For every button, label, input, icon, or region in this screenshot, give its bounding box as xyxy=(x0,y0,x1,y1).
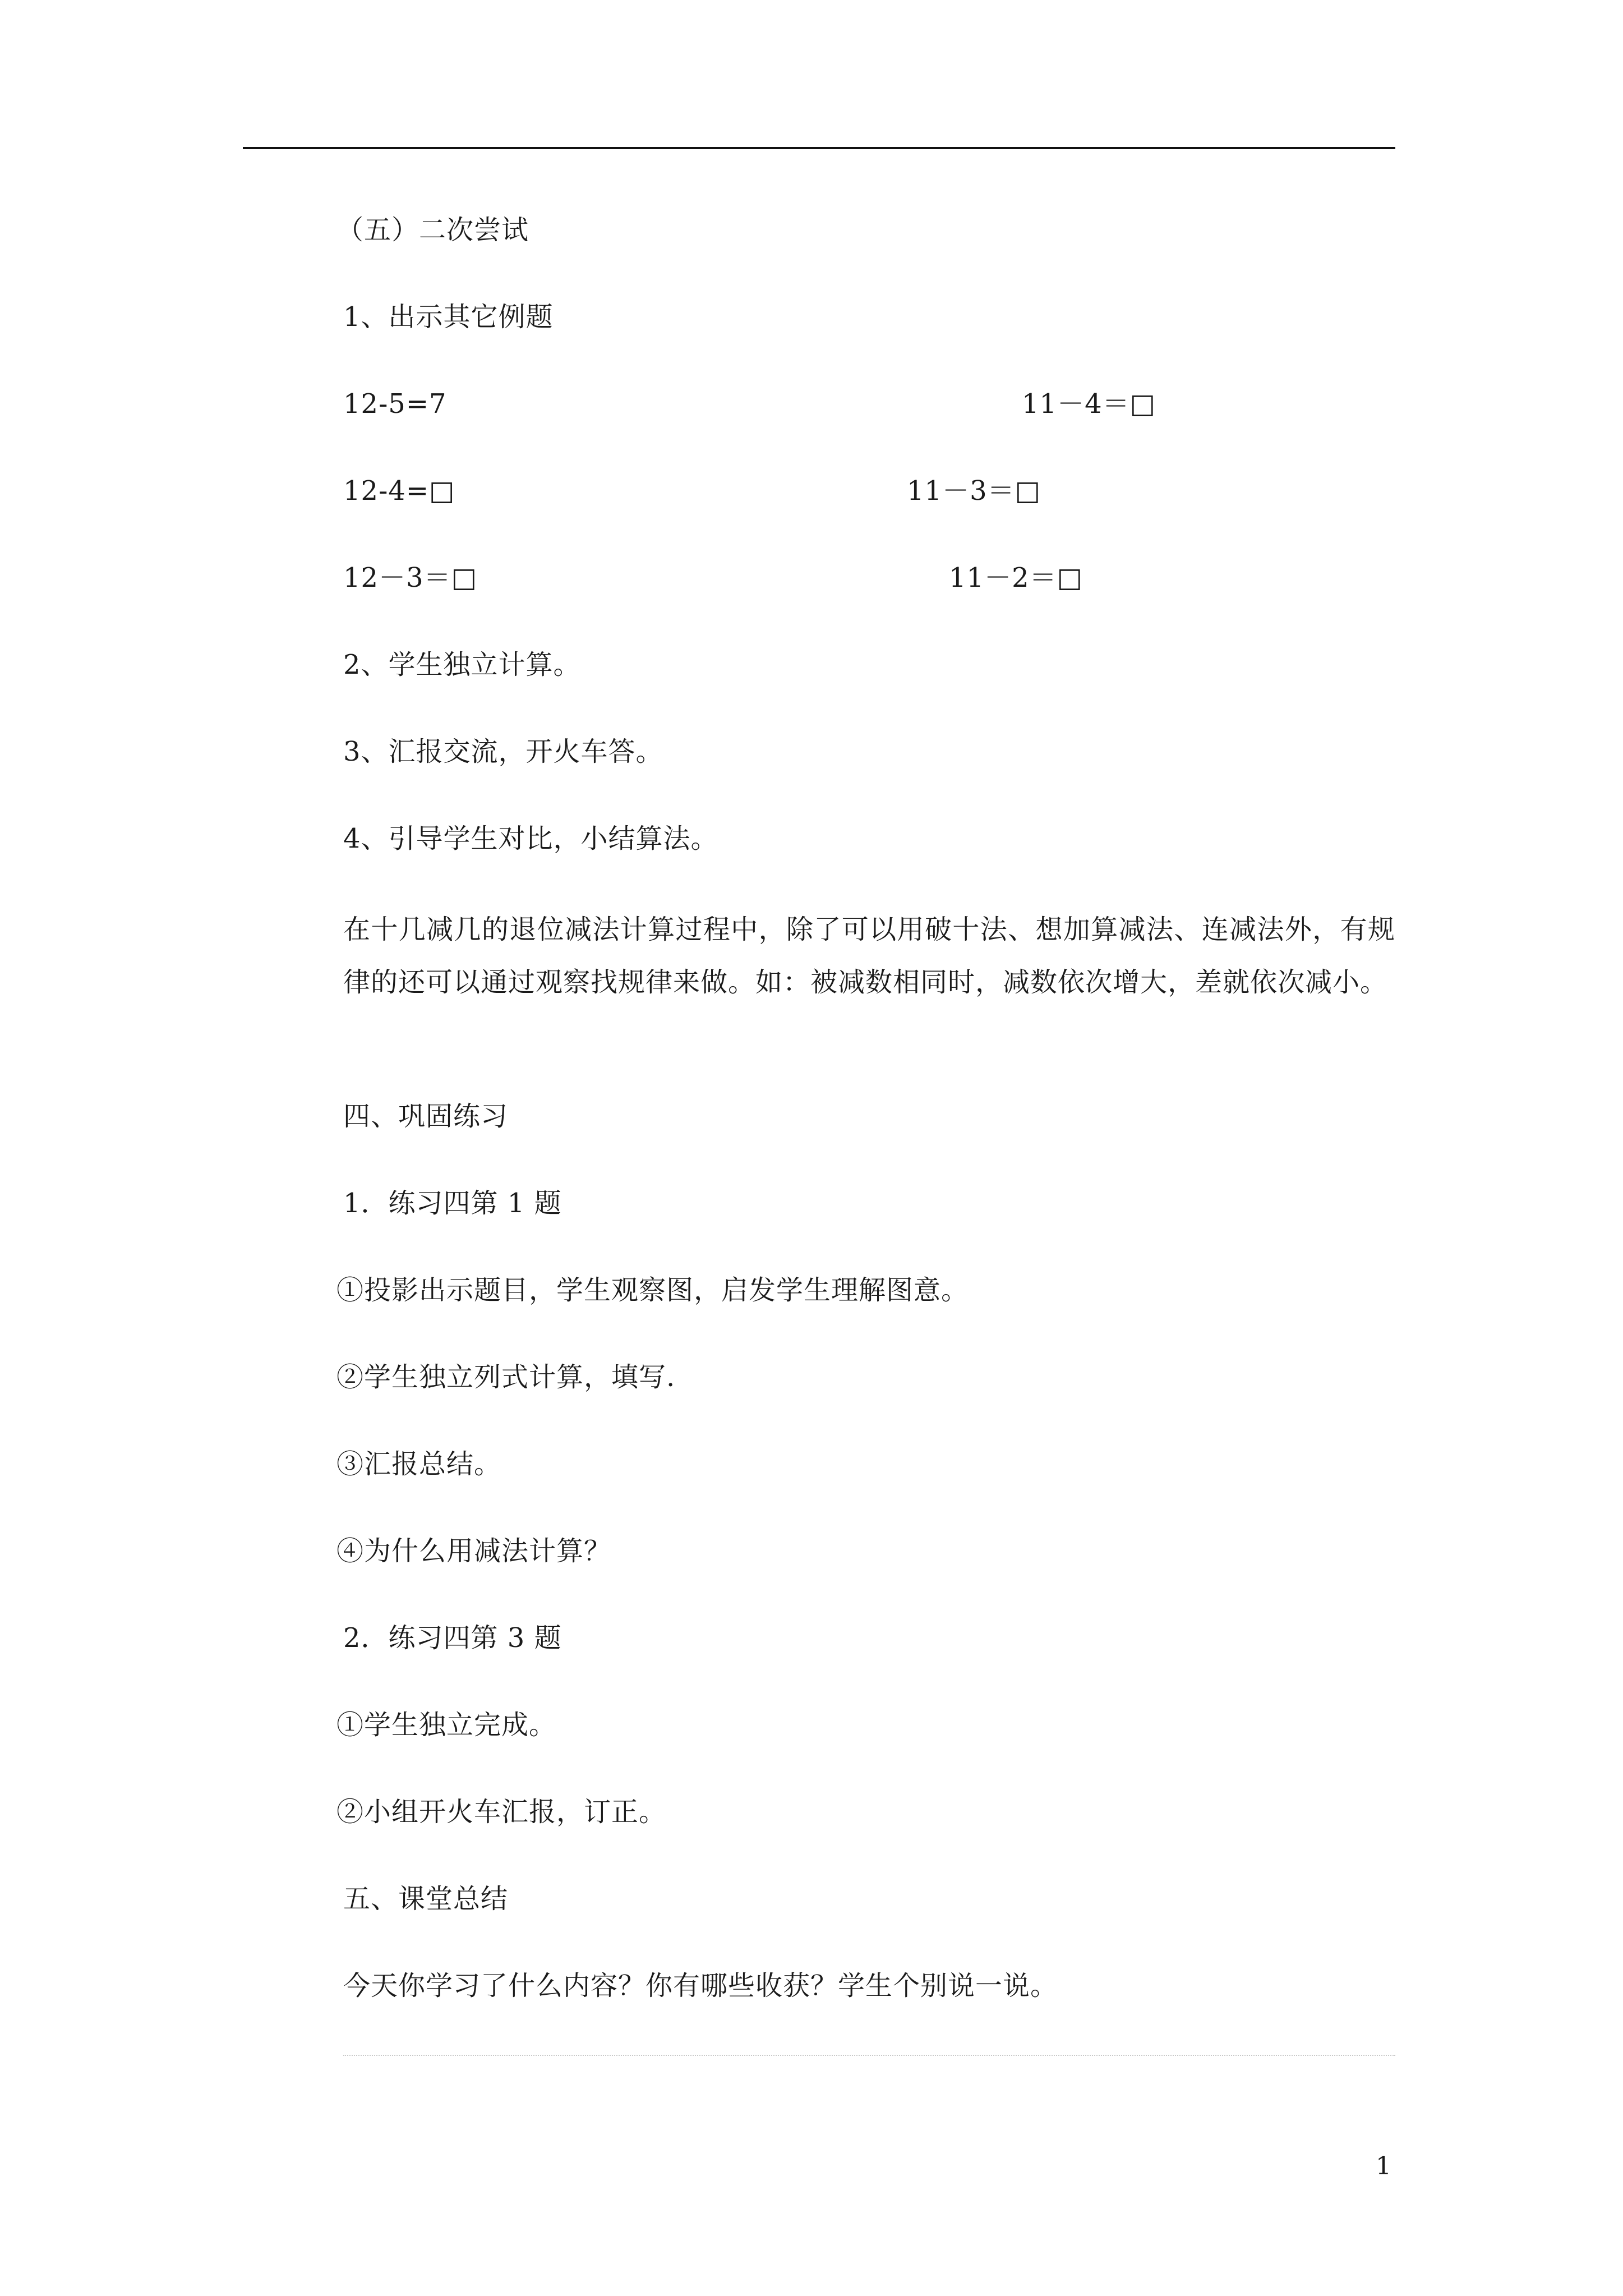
conclusion-text: 今天你学习了什么内容？你有哪些收获？学生个别说一说。 xyxy=(343,1970,1058,2001)
equation-12-3: 12－3＝□ xyxy=(343,562,477,593)
item-report-exchange: 3、汇报交流，开火车答。 xyxy=(343,736,663,767)
exercise-2-title: 2．练习四第 3 题 xyxy=(343,1622,562,1654)
page-number: 1 xyxy=(1376,2152,1391,2180)
equation-11-4: 11－4＝□ xyxy=(1022,388,1156,420)
item-show-examples: 1、出示其它例题 xyxy=(343,301,554,333)
exercise-1-step-1: ①投影出示题目，学生观察图，启发学生理解图意。 xyxy=(336,1274,969,1306)
exercise-1-step-3: ③汇报总结。 xyxy=(336,1448,502,1480)
exercise-2-step-1: ①学生独立完成。 xyxy=(336,1709,557,1741)
section-heading-second-attempt: （五）二次尝试 xyxy=(336,214,529,246)
summary-paragraph: 在十几减几的退位减法计算过程中，除了可以用破十法、想加算减法、连减法外，有规律的还可以通过观察找规律来做。如：被减数相同时，减数依次增大，差就依次减小。 xyxy=(343,914,1395,998)
practice-heading: 四、巩固练习 xyxy=(343,1101,509,1132)
footer-rule xyxy=(343,2055,1395,2056)
header-rule xyxy=(243,147,1395,149)
exercise-2-step-2: ②小组开火车汇报，订正。 xyxy=(336,1796,667,1828)
exercise-1-title: 1．练习四第 1 题 xyxy=(343,1188,562,1219)
exercise-1-step-2: ②学生独立列式计算，填写. xyxy=(336,1361,676,1393)
equation-11-2: 11－2＝□ xyxy=(949,562,1083,593)
equation-12-5: 12-5=7 xyxy=(343,388,447,420)
exercise-1-step-4: ④为什么用减法计算？ xyxy=(336,1535,612,1567)
equation-12-4: 12-4=□ xyxy=(343,475,455,507)
item-guide-compare: 4、引导学生对比，小结算法。 xyxy=(343,823,718,854)
conclusion-heading: 五、课堂总结 xyxy=(343,1883,509,1915)
equation-11-3: 11－3＝□ xyxy=(907,475,1041,507)
item-independent-calculation: 2、学生独立计算。 xyxy=(343,649,581,680)
